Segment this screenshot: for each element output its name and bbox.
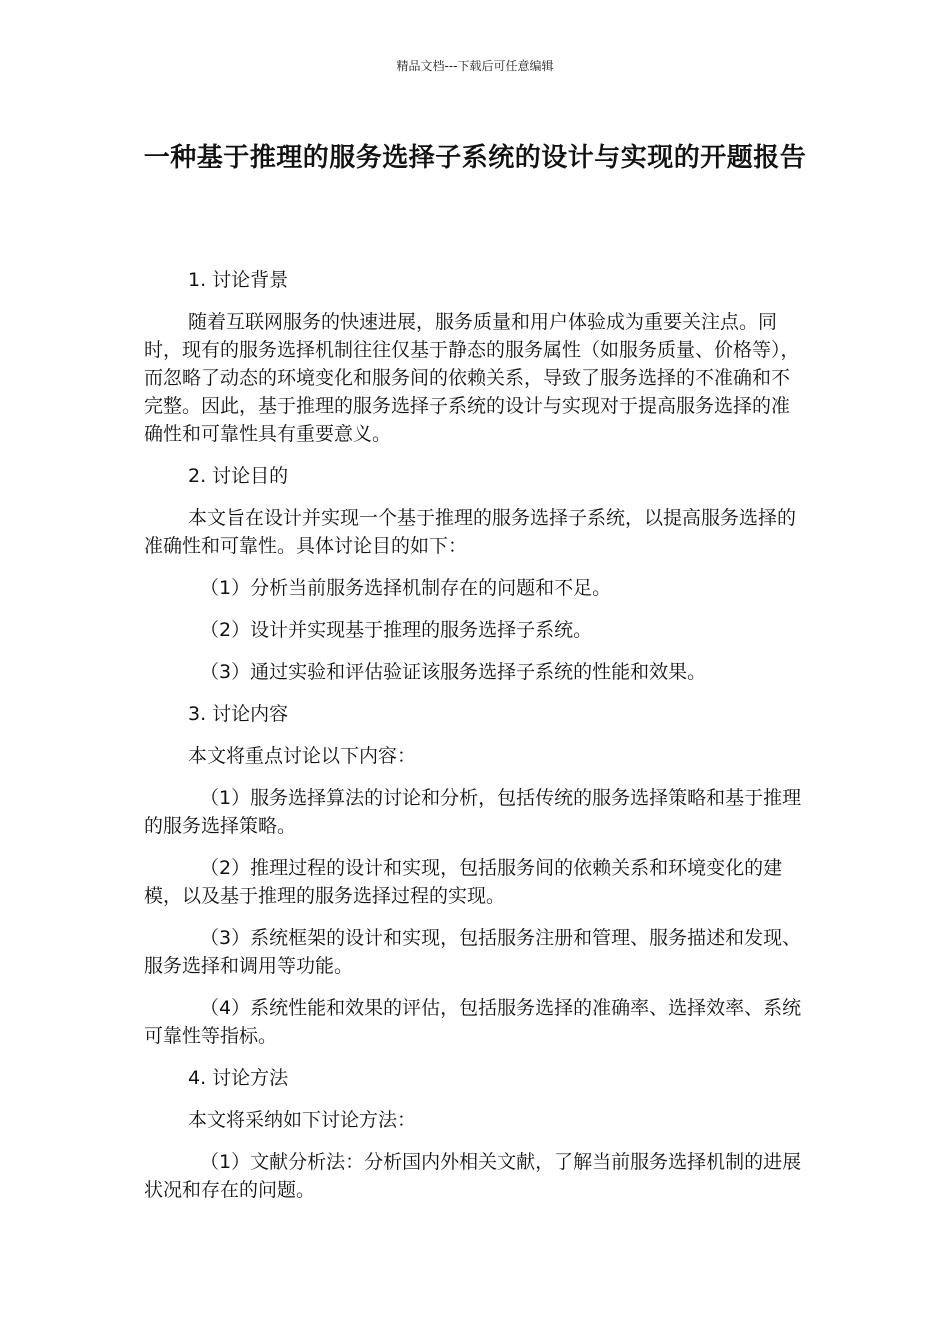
header-note: 精品文档---下载后可任意编辑 bbox=[396, 59, 554, 73]
content-item: （3）系统框架的设计和实现，包括服务注册和管理、服务描述和发现、服务选择和调用等功能。 bbox=[144, 927, 802, 977]
document-title: 一种基于推理的服务选择子系统的设计与实现的开题报告 bbox=[143, 143, 807, 173]
section-heading-method: 4. 讨论方法 bbox=[188, 1067, 289, 1089]
section-heading-content: 3. 讨论内容 bbox=[188, 703, 289, 725]
content-item: （1）服务选择算法的讨论和分析，包括传统的服务选择策略和基于推理的服务选择策略。 bbox=[144, 787, 802, 837]
section-heading-purpose: 2. 讨论目的 bbox=[188, 465, 289, 487]
method-item: （1）文献分析法：分析国内外相关文献，了解当前服务选择机制的进展状况和存在的问题。 bbox=[144, 1151, 802, 1201]
background-paragraph: 随着互联网服务的快速进展，服务质量和用户体验成为重要关注点。同时，现有的服务选择机制往往仅基于静态的服务属性（如服务质量、价格等），而忽略了动态的环境变化和服务间的依赖关系，导致了服务选择的不准确和不完整。因此，基于推理的服务选择子系统的设计与实现对于提高服务选择的准确性和可靠性具有重要意义。 bbox=[144, 311, 800, 445]
document-body bbox=[144, 266, 806, 1218]
purpose-item: （1）分析当前服务选择机制存在的问题和不足。 bbox=[200, 577, 612, 599]
purpose-item: （3）通过实验和评估验证该服务选择子系统的性能和效果。 bbox=[200, 661, 707, 683]
content-paragraph: 本文将重点讨论以下内容： bbox=[188, 745, 417, 767]
section-heading-background: 1. 讨论背景 bbox=[188, 269, 289, 291]
content-item: （2）推理过程的设计和实现，包括服务间的依赖关系和环境变化的建模，以及基于推理的服务选择过程的实现。 bbox=[144, 857, 783, 907]
purpose-paragraph: 本文旨在设计并实现一个基于推理的服务选择子系统，以提高服务选择的准确性和可靠性。具体讨论目的如下： bbox=[144, 507, 797, 557]
method-paragraph: 本文将采纳如下讨论方法： bbox=[188, 1109, 417, 1131]
content-item: （4）系统性能和效果的评估，包括服务选择的准确率、选择效率、系统可靠性等指标。 bbox=[144, 997, 802, 1047]
purpose-item: （2）设计并实现基于推理的服务选择子系统。 bbox=[200, 619, 593, 641]
